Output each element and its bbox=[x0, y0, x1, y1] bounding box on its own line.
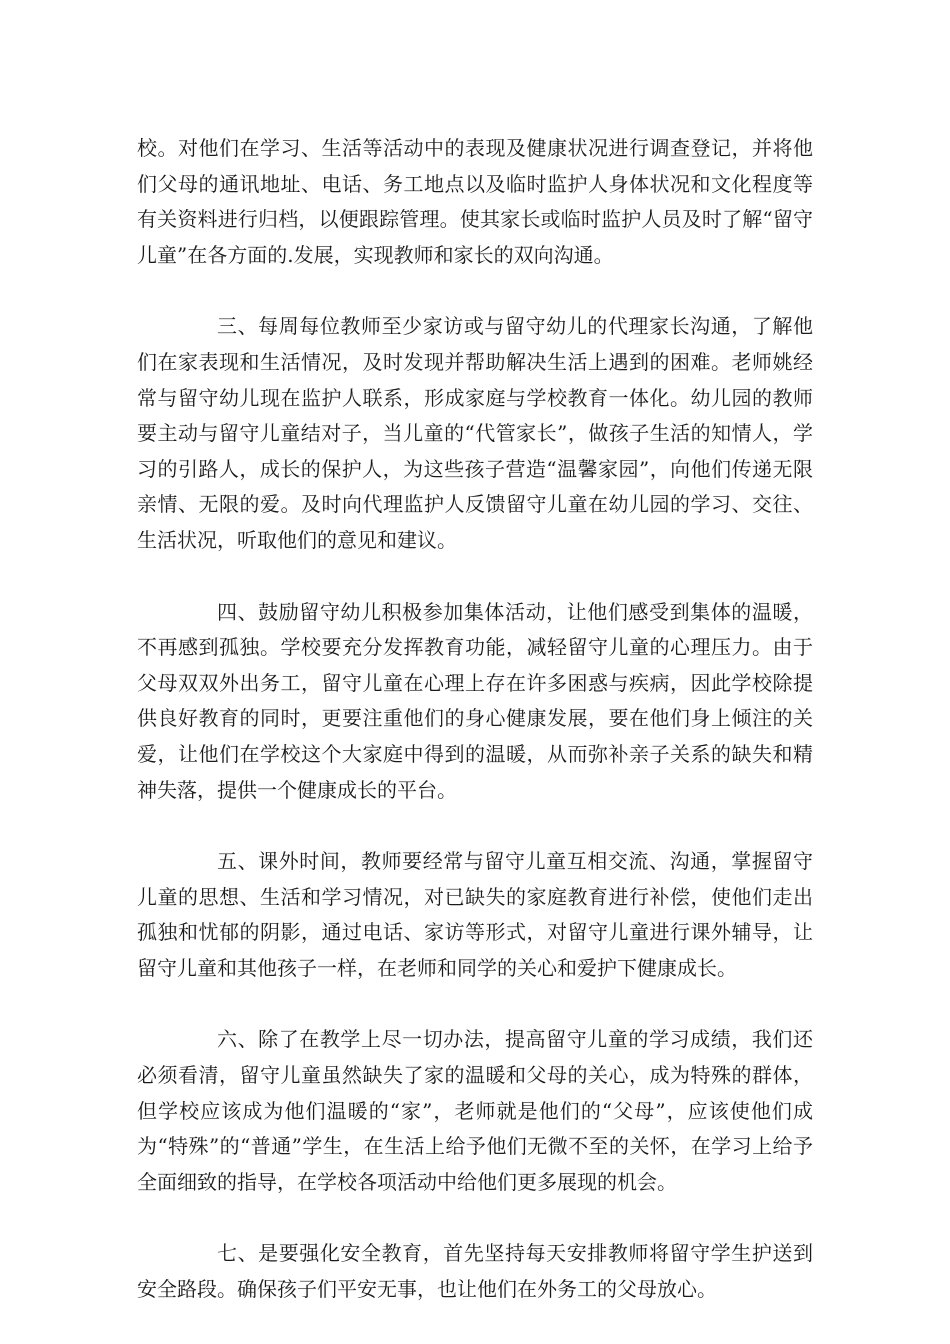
paragraph-item-5: 五、课外时间，教师要经常与留守儿童互相交流、沟通，掌握留守儿童的思想、生活和学习情况，对已缺失的家庭教育进行补偿，使他们走出孤独和忧郁的阴影，通过电话、家访等形式，对留守儿童进行课外辅导，让留守儿童和其他孩子一样，在老师和同学的关心和爱护下健康成长。 bbox=[137, 849, 813, 980]
paragraph-item-4: 四、鼓励留守幼儿积极参加集体活动，让他们感受到集体的温暖，不再感到孤独。学校要充分发挥教育功能，减轻留守儿童的心理压力。由于父母双双外出务工，留守儿童在心理上存在许多困惑与疾病，因此学校除提供良好教育的同时，更要注重他们的身心健康发展，要在他们身上倾注的关爱，让他们在学校这个大家庭中得到的温暖，从而弥补亲子关系的缺失和精神失落，提供一个健康成长的平台。 bbox=[137, 599, 813, 802]
paragraph-item-6: 六、除了在教学上尽一切办法，提高留守儿童的学习成绩，我们还必须看清，留守儿童虽然缺失了家的温暖和父母的关心，成为特殊的群体，但学校应该成为他们温暖的“家”，老师就是他们的“父母”，应该使他们成为“特殊”的“普通”学生，在生活上给予他们无微不至的关怀，在学习上给予全面细致的指导，在学校各项活动中给他们更多展现的机会。 bbox=[137, 1027, 813, 1194]
paragraph-item-3: 三、每周每位教师至少家访或与留守幼儿的代理家长沟通，了解他们在家表现和生活情况，及时发现并帮助解决生活上遇到的困难。老师姚经常与留守幼儿现在监护人联系，形成家庭与学校教育一体化。幼儿园的教师要主动与留守儿童结对子，当儿童的“代管家长”，做孩子生活的知情人，学习的引路人，成长的保护人，为这些孩子营造“温馨家园”，向他们传递无限亲情、无限的爱。及时向代理监护人反馈留守儿童在幼儿园的学习、交往、生活状况，听取他们的意见和建议。 bbox=[137, 314, 813, 552]
document-body bbox=[137, 131, 813, 1344]
paragraph-item-7: 七、是要强化安全教育，首先坚持每天安排教师将留守学生护送到安全路段。确保孩子们平安无事，也让他们在外务工的父母放心。 bbox=[137, 1241, 813, 1302]
paragraph-continuation: 校。对他们在学习、生活等活动中的表现及健康状况进行调查登记，并将他们父母的通讯地址、电话、务工地点以及临时监护人身体状况和文化程度等有关资料进行归档，以便跟踪管理。使其家长或临时监护人员及时了解“留守儿童”在各方面的.发展，实现教师和家长的双向沟通。 bbox=[137, 136, 813, 267]
